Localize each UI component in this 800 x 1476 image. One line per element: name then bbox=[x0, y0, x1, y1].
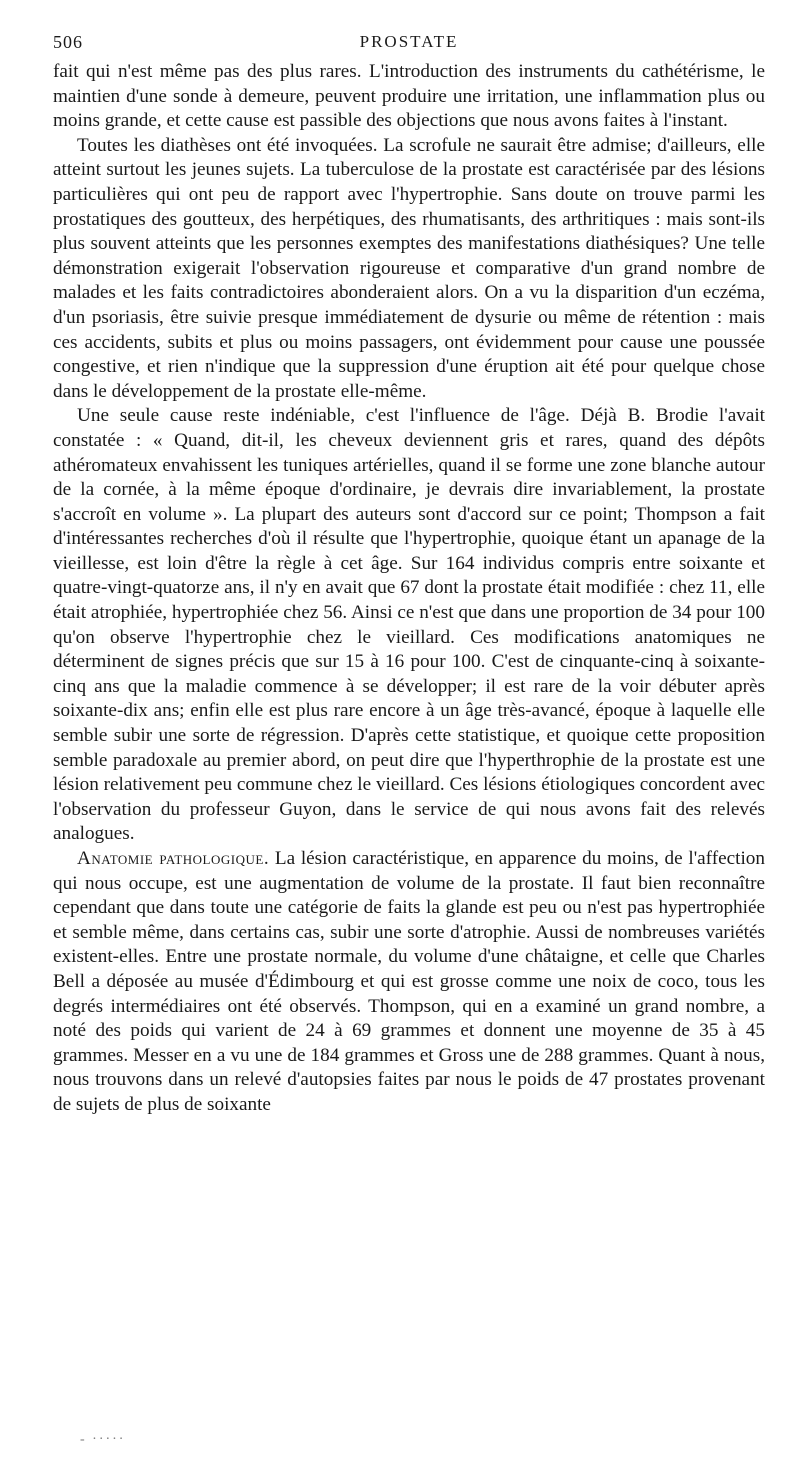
body-text bbox=[53, 60, 765, 1118]
book-page bbox=[53, 30, 765, 1118]
running-title: PROSTATE bbox=[359, 32, 459, 51]
paragraph-continuation: fait qui n'est même pas des plus rares. L'introduction des instruments du cathétérisme, le maintien d'une sonde à demeure, peuvent produire une irritation, une inflammation plus ou moins grande, et cette cause est passible des objections que nous avons faites à l'instant. bbox=[53, 61, 765, 132]
page-number: 506 bbox=[53, 32, 83, 52]
paragraph-anatomie-pathologique bbox=[53, 847, 765, 1118]
footer-mark: - ····· bbox=[80, 1432, 126, 1447]
page-header bbox=[53, 30, 765, 56]
section-lead-text: La lésion caractéristique, en apparence du moins, de l'affection qui nous occupe, est une augmentation de volume de la prostate. Il faut bien reconnaître cependant que dans toute une catégorie de faits la glande est peu ou n'est pas hypertrophiée et semble même, dans certains cas, subir une sorte d'atrophie. Aussi de nombreuses variétés existent-elles. Entre une prostate normale, du volume d'une châtaigne, et celle que Charles Bell a déposée au musée d'Édimbourg et qui est grosse comme une noix de coco, tous les degrés intermédiaires ont été observés. Thompson, qui en a examiné un grand nombre, a noté des poids qui varient de 24 à 69 grammes et donnent une moyenne de 35 à 45 grammes. Messer en a vu une de 184 grammes et Gross une de 288 grammes. Quant à nous, nous trouvons dans un relevé d'autopsies faites par nous le poids de 47 prostates provenant de sujets de plus de soixante bbox=[53, 848, 765, 1115]
section-lead-heading: Anatomie pathologique. bbox=[77, 848, 270, 869]
paragraph-diatheses: Toutes les diathèses ont été invoquées. La scrofule ne saurait être admise; d'ailleurs, elle atteint surtout les jeunes sujets. La tuberculose de la prostate est caractérisée par des lésions particulières qui ont peu de rapport avec l'hypertrophie. Sans doute on trouve parmi les prostatiques des goutteux, des herpétiques, des rhumatisants, des arthritiques : mais sont-ils plus souvent atteints que les personnes exemptes des manifestations diathésiques? Une telle démonstration exigerait l'observation rigoureuse et comparative d'un grand nombre de malades et les faits contradictoires abonderaient alors. On a vu la disparition d'un eczéma, d'un psoriasis, être suivie presque immédiatement de dysurie ou même de rétention : mais ces accidents, subits et plus ou moins passagers, ont évidemment pour cause une poussée congestive, et rien n'indique que la suppression d'une éruption ait été pour quelque chose dans le développement de la prostate elle-même. bbox=[53, 134, 765, 402]
paragraph-age-influence: Une seule cause reste indéniable, c'est l'influence de l'âge. Déjà B. Brodie l'avait constatée : « Quand, dit-il, les cheveux deviennent gris et rares, quand des dépôts athéromateux envahissent les tuniques artérielles, quand il se forme une zone blanche autour de la cornée, à la même époque d'ordinaire, je devrais dire invariablement, la prostate s'accroît en volume ». La plupart des auteurs sont d'accord sur ce point; Thompson a fait d'intéressantes recherches d'où il résulte que l'hypertrophie, quoique étant un apanage de la vieillesse, est loin d'être la règle à cet âge. Sur 164 individus compris entre soixante et quatre-vingt-quatorze ans, il n'y en avait que 67 dont la prostate était modifiée : chez 11, elle était atrophiée, hypertrophiée chez 56. Ainsi ce n'est que dans une proportion de 34 pour 100 qu'on observe l'hypertrophie chez le vieillard. Ces modifications anatomiques ne déterminent de signes précis que sur 15 à 16 pour 100. C'est de cinquante-cinq à soixante-cinq ans que la maladie commence à se développer; il est rare de la voir débuter après soixante-dix ans; enfin elle est plus rare encore à un âge très-avancé, époque à laquelle elle semble subir une sorte de régression. D'après cette statistique, et quoique cette proposition semble paradoxale au premier abord, on peut dire que l'hyperthrophie de la prostate est une lésion relativement peu commune chez le vieillard. Ces lésions étiologiques concordent avec l'observation du professeur Guyon, dans le service de qui nous avons fait des relevés analogues. bbox=[53, 405, 765, 845]
